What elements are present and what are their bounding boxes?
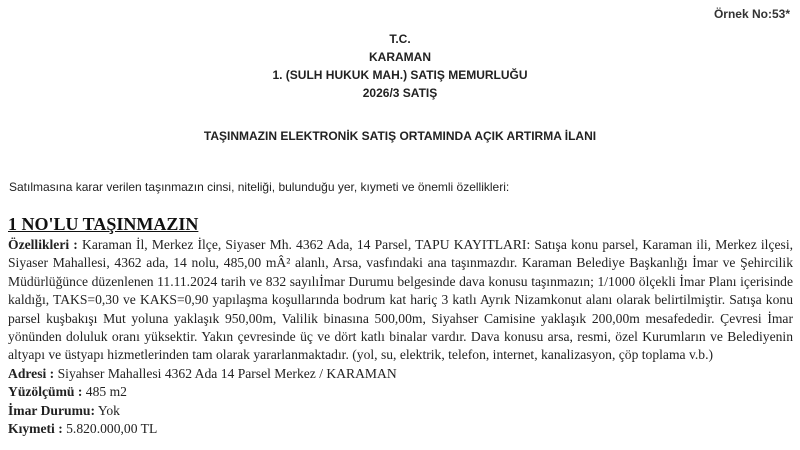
header-case-number: 2026/3 SATIŞ — [362, 86, 438, 100]
features-paragraph — [8, 236, 793, 365]
property-details — [8, 236, 793, 438]
address-label: Adresi : — [8, 365, 55, 381]
header-country: T.C. — [389, 32, 411, 46]
value-amount: 5.820.000,00 TL — [62, 421, 158, 437]
features-label: Özellikleri : — [8, 237, 78, 252]
zoning-value: Yok — [94, 402, 120, 418]
features-text: Karaman İl, Merkez İlçe, Siyaser Mh. 4362 Ada, 14 Parsel, TAPU KAYITLARI: Satışa konu parsel, Karaman ili, Merkez ilçesi, Siyaser Mahallesi, 4362 ada, 14 nolu, 485,00 mÂ² alanlı, Arsa, vasfındaki ana taşınmazdır. Karaman Belediye Başkanlığı İmar ve Şehircilik Müdürlüğünce düzenlenen 11.11.2024 tarih ve 832 sayılıİmar Durumu belgesinde dava konusu taşınmazın; 1/1000 ölçekli İmar Planı içerisinde kaldığı, TAKS=0,30 ve KAKS=0,90 yapılaşma koşullarında bodrum kat hariç 3 katlı Ayrık Nizamkonut alanı olarak belirtilmiştir. Satışa konu parsel kuşbakışı Mut yoluna yaklaşık 950,00m, Valilik binasına 500,00m, Siyahser Camisine yaklaşık 200,00m mesafededir. Çevresi İmar yönünden doluluk oranı yüksektir. Yakın çevresinde üç ve dört katlı binalar vardır. Dava konusu arsa, resmi, özel Kurumların ve Belediyenin altyapı ve üstyapı hizmetlerinden tam olarak yararlanmaktadır. (yol, su, elektrik, telefon, internet, kanalizasyon, çöp toplama v.b.) — [8, 237, 793, 363]
area-value: 485 m2 — [82, 384, 127, 400]
zoning-line — [8, 402, 793, 420]
header-city: KARAMAN — [369, 50, 431, 64]
property-title: 1 NO'LU TAŞINMAZIN — [8, 214, 199, 234]
address-line — [8, 365, 793, 383]
header-office: 1. (SULH HUKUK MAH.) SATIŞ MEMURLUĞU — [272, 68, 528, 82]
intro-text: Satılmasına karar verilen taşınmazın cinsi, niteliği, bulunduğu yer, kıymeti ve önemli özellikleri: — [9, 180, 510, 194]
area-line — [8, 383, 793, 401]
value-line — [8, 420, 793, 438]
form-number: Örnek No:53* — [713, 7, 790, 21]
value-label: Kıymeti : — [8, 421, 63, 437]
zoning-label: İmar Durumu: — [8, 402, 95, 418]
notice-title: TAŞINMAZIN ELEKTRONİK SATIŞ ORTAMINDA AÇIK ARTIRMA İLANI — [203, 129, 597, 143]
document-header — [0, 30, 800, 102]
area-label: Yüzölçümü : — [8, 384, 83, 400]
address-value: Siyahser Mahallesi 4362 Ada 14 Parsel Merkez / KARAMAN — [54, 365, 397, 381]
